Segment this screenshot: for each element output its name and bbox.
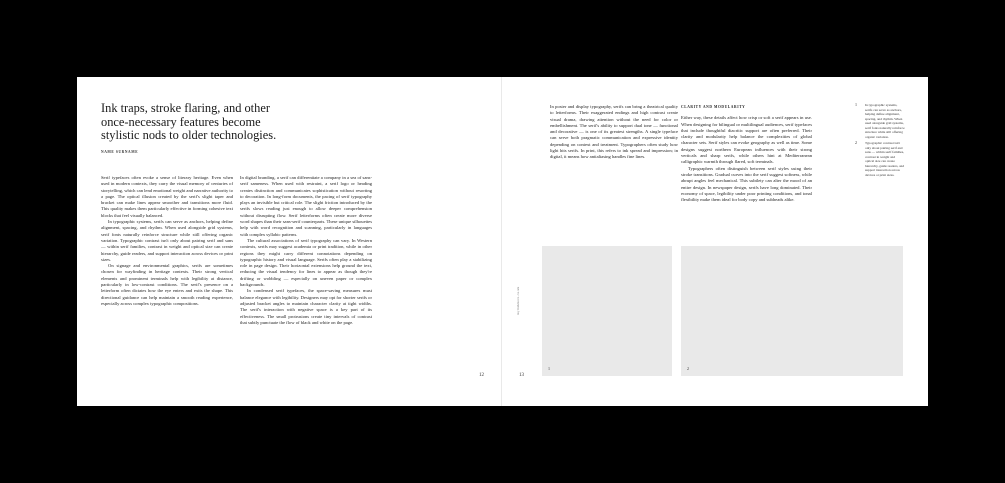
body-column-2 bbox=[240, 175, 372, 326]
paragraph: Either way, these details affect how crisp or soft a serif appears in use. When designing for bilingual or multilingual audiences, serif typefaces that include thoughtful diacritic support are often preferred. Their clarity and modularity help balance the complexities of global character sets. Serif styles can evoke geography as well as time. Some designs suggest northern European influences with their strong verticals and sharp serifs, while others hint at Mediterranean calligraphic warmth through flared, soft terminals. bbox=[681, 115, 812, 165]
page-number-left: 12 bbox=[479, 373, 484, 378]
paragraph: In condensed serif typefaces, the space-saving measures must balance elegance with legibility. Designers may opt for shorter serifs or adjusted bracket angles to maintain character clarity at tight widths. The serif's interaction with negative space is a key part of its effectiveness. The small protrusions create tiny intervals of contrast that subtly punctuate the flow of black and white on the page. bbox=[240, 288, 372, 325]
sidenote bbox=[855, 103, 905, 139]
figure-number: 1 bbox=[548, 366, 550, 371]
body-column-1 bbox=[101, 175, 233, 307]
paragraph: On signage and environmental graphics, serifs are sometimes chosen for wayfinding in heritage contexts. Their strong vertical elements and prominent terminals help with legibility at distance, particularly in low-contrast conditions. The serif's presence on a letterform often dictates how the eye enters and exits the shape. This directional guidance can help maintain a smooth reading experience, especially across complex typographic compositions. bbox=[101, 263, 233, 306]
paragraph: In digital branding, a serif can differentiate a company in a sea of sans-serif sameness. When used with restraint, a serif logo or heading creates distinction and communicates sophistication without resorting to decoration. In long-form documents, the pacing of serif typography plays an invisible but critical role. The slight friction introduced by the serifs slows reading just enough to allow deeper comprehension without disrupting flow. Serif letterforms often create more diverse word shapes than their sans-serif counterparts. These unique silhouettes help with word recognition and scanning, particularly in languages with complex syllabic patterns. bbox=[240, 175, 372, 237]
sidenote bbox=[855, 141, 905, 177]
paragraph: Typographers often distinguish between serif styles using their stroke transitions. Gradual curves into the serif suggest softness, while abrupt angles feel mechanical. This subtlety can alter the mood of an entire design. In newspaper design, serifs have long dominated. Their economy of space, legibility under poor printing conditions, and tonal flexibility make them ideal for body copy and subheads alike. bbox=[681, 165, 812, 203]
section-heading: CLARITY AND MODULARITY bbox=[681, 105, 746, 109]
paragraph: In poster and display typography, serifs can bring a theatrical quality to letterforms. Their exaggerated endings and high contrast create visual drama, drawing attention without the need for color or embellishment. The serif's ability to support dual tone — functional and decorative — is one of its greatest strengths. A single typeface can serve both pragmatic communication and expressive identity depending on context and treatment. Typographers often study how light hits serifs. In print, this refers to ink spread and impression; in digital, it means how antialiasing handles fine lines. bbox=[550, 104, 678, 160]
figure-number: 2 bbox=[687, 366, 689, 371]
paragraph: The cultural associations of serif typography can vary. In Western contexts, serifs may suggest academia or print tradition, while in other regions they might carry different connotations depending on typographic history and visual language. Serifs often play a stabilizing role in page design. Their horizontal extensions help ground the text, reducing the visual tendency for lines to appear as though they're drifting or wobbling — especially on uneven paper or complex backgrounds. bbox=[240, 237, 372, 288]
sidenote-number: 2 bbox=[855, 140, 857, 145]
image-placeholder-2 bbox=[681, 246, 903, 376]
body-column-4 bbox=[681, 104, 812, 203]
article-headline: Ink traps, stroke flaring, and other once-necessary features become stylistic nods to older technologies. bbox=[101, 101, 277, 143]
image-placeholder-1 bbox=[542, 246, 672, 376]
right-page bbox=[502, 77, 928, 406]
sidenote-number: 1 bbox=[855, 102, 857, 107]
paragraph: Serif typefaces often evoke a sense of literary heritage. Even when used in modern contexts, they carry the visual memory of centuries of storytelling, which can lend emotional weight and narrative authority to a page. The optical illusion created by the serif's slight taper and bracket can make lines appear smoother and transitions more fluid. This quality makes them particularly effective in forming cohesive text blocks that feel visually balanced. bbox=[101, 175, 233, 218]
page-number-right: 13 bbox=[519, 373, 524, 378]
book-spread bbox=[77, 77, 928, 406]
running-head: mylinkhere.co.uk bbox=[516, 286, 520, 315]
sidenotes bbox=[855, 103, 905, 179]
sidenote-text: Typographic contrast isn't only about pairing serif and sans — within serif families, contrast in weight and optical size can create hierarchy, guide readers, and support interaction across devices or print sizes. bbox=[865, 141, 905, 177]
left-page bbox=[77, 77, 501, 406]
paragraph: In typographic systems, serifs can serve as anchors, helping define alignment, spacing, and rhythm. When used alongside grid systems, serif fonts naturally reinforce structure while still offering organic variation. Typographic contrast isn't only about pairing serif and sans — within serif families, contrast in weight and optical size can create hierarchy, guide readers, and support interaction across devices or print sizes. bbox=[101, 219, 233, 262]
sidenote-text: In typographic systems, serifs can serve as anchors, helping define alignment, spacing, and rhythm. When used alongside grid systems, serif fonts naturally reinforce structure while still offering organic variation. bbox=[865, 103, 905, 139]
author-byline: NAME SURNAME bbox=[101, 150, 139, 154]
body-column-3 bbox=[550, 104, 678, 161]
